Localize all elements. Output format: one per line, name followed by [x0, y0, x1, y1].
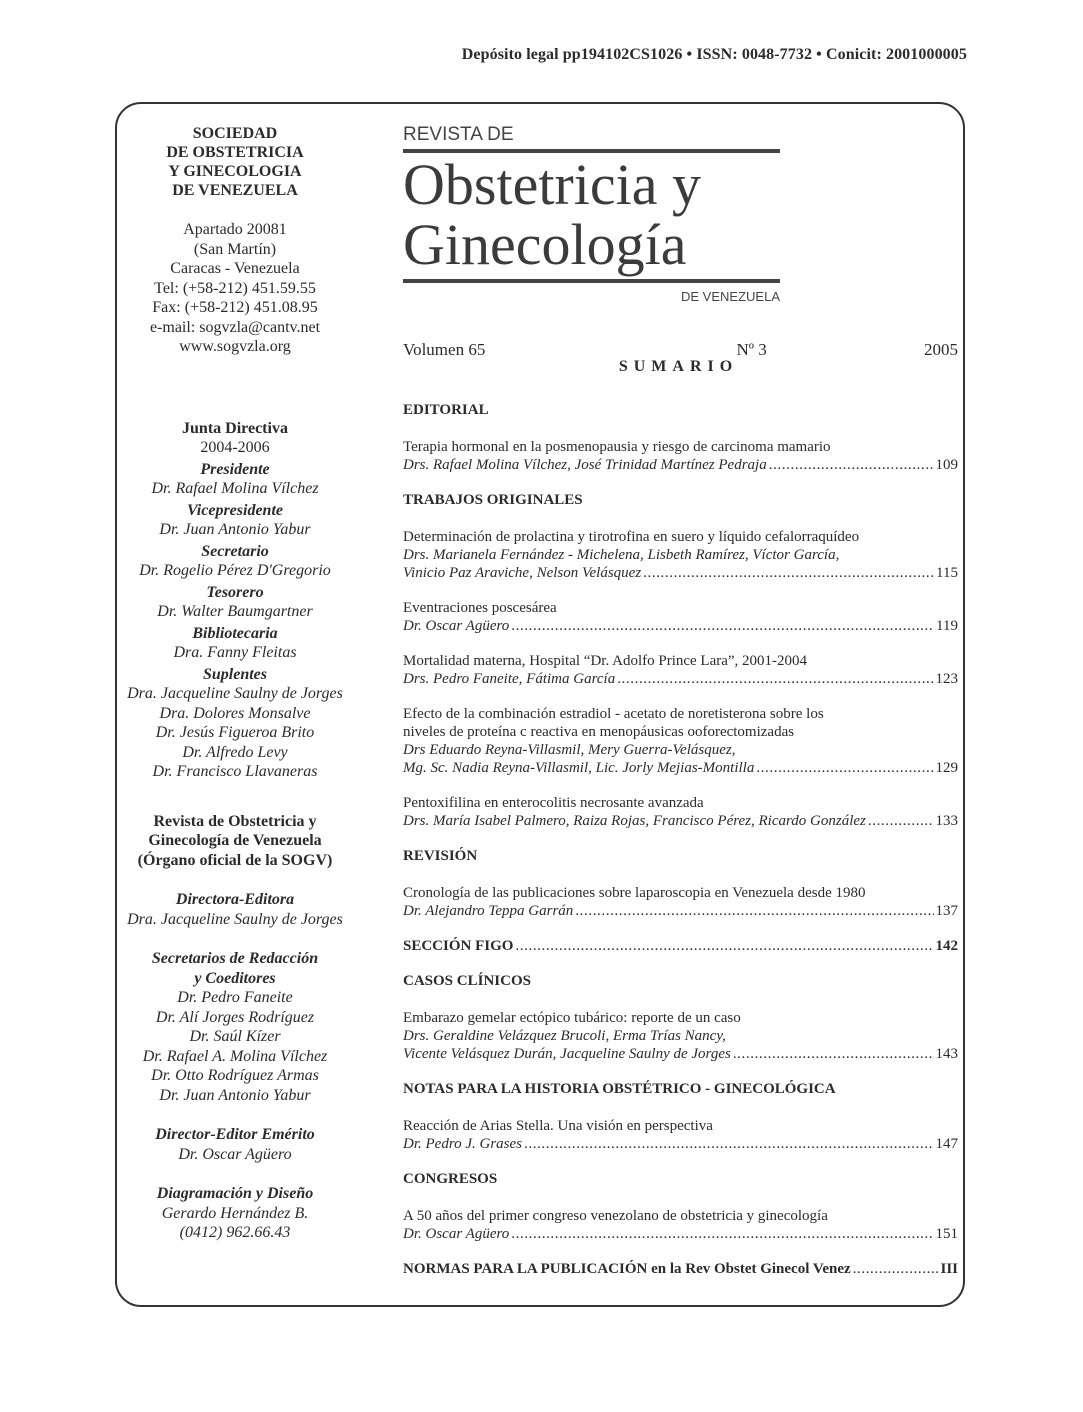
dot-leader	[756, 759, 933, 777]
role-name: (0412) 962.66.43	[179, 1224, 291, 1241]
dot-leader	[733, 1045, 934, 1063]
journal-org-line: Ginecología de Venezuela	[148, 832, 322, 849]
toc-page-number: 147	[935, 1136, 958, 1152]
role-label: Bibliotecaria	[192, 624, 278, 642]
toc-entry-authors: Drs. María Isabel Palmero, Raiza Rojas, Francisco Pérez, Ricardo González	[403, 813, 866, 829]
role-label: Suplentes	[202, 665, 267, 683]
role-name: Dr. Alí Jorges Rodríguez	[155, 1008, 315, 1026]
society-name-line: Y GINECOLOGIA	[168, 163, 302, 180]
masthead-prefix: REVISTA DE	[403, 124, 514, 145]
role-label: Directora-Editora	[175, 891, 295, 908]
toc-section-heading: EDITORIAL	[403, 402, 489, 418]
role-name: Dra. Jacqueline Saulny de Jorges	[127, 910, 343, 928]
toc-entry-author-line	[403, 617, 958, 635]
board-section	[120, 419, 350, 782]
toc-entry-author-line	[403, 564, 958, 582]
fax-line: Fax: (+58-212) 451.08.95	[152, 299, 318, 316]
address-line: (San Martín)	[193, 240, 277, 258]
toc-section-title: NORMAS PARA LA PUBLICACIÓN en la Rev Obstet Ginecol Venez	[403, 1261, 851, 1277]
toc-entry	[403, 1207, 958, 1243]
toc-page-number: 151	[935, 1226, 958, 1242]
role-label: Secretario	[201, 542, 269, 560]
masthead-rule-bottom	[403, 279, 780, 283]
toc-entry-author-line	[403, 812, 958, 830]
dot-leader	[524, 1135, 933, 1153]
role-label: Diagramación y Diseño	[156, 1185, 314, 1202]
right-column	[403, 124, 958, 1295]
toc-entry-author-line	[403, 1225, 958, 1243]
toc-entry-authors: Dr. Oscar Agüero	[403, 618, 510, 634]
journal-org-line: (Órgano oficial de la SOGV)	[137, 851, 333, 869]
toc-entry-authors: Vicente Velásquez Durán, Jacqueline Saulny de Jorges	[403, 1046, 731, 1062]
role-name: Dra. Fanny Fleitas	[173, 644, 297, 661]
sumario-heading: SUMARIO	[618, 358, 739, 375]
dot-leader	[853, 1260, 939, 1278]
toc-entry-authors: Drs Eduardo Reyna-Villasmil, Mery Guerra-Velásquez,	[403, 742, 736, 758]
address-line: Apartado 20081	[183, 221, 287, 238]
toc-page-number: 119	[936, 618, 958, 634]
address-line: Caracas - Venezuela	[170, 260, 300, 277]
toc-entry-title: A 50 años del primer congreso venezolano de obstetricia y ginecología	[403, 1208, 828, 1224]
role-label: Director-Editor Emérito	[155, 1126, 315, 1143]
board-title: Junta Directiva	[182, 419, 288, 437]
toc-entry-authors: Dr. Alejandro Teppa Garrán	[403, 903, 574, 919]
masthead	[403, 124, 958, 304]
society-name-line: DE VENEZUELA	[172, 182, 298, 199]
board-years: 2004-2006	[200, 439, 270, 456]
toc-page-number: 143	[935, 1046, 958, 1062]
role-name: Dr. Francisco Llavaneras	[152, 763, 318, 780]
role-name: Dr. Juan Antonio Yabur	[159, 1086, 311, 1104]
toc-entry-author-line	[403, 1135, 958, 1153]
role-name: Dr. Rafael A. Molina Vílchez	[142, 1047, 328, 1065]
role-label: Presidente	[200, 460, 270, 478]
society-name-line: SOCIEDAD	[192, 125, 278, 142]
role-name: Dra. Dolores Monsalve	[159, 704, 311, 722]
toc-entry-title: Determinación de prolactina y tirotrofina en suero y líquido cefalorraquídeo	[403, 529, 860, 545]
dot-leader	[617, 670, 933, 688]
toc-entry-title: Mortalidad materna, Hospital “Dr. Adolfo Prince Lara”, 2001-2004	[403, 653, 808, 669]
toc-page-number: III	[940, 1261, 958, 1277]
role-name: Dr. Alfredo Levy	[182, 743, 288, 761]
toc-entry-author-line	[403, 759, 958, 777]
toc-entry-authors: Drs. Marianela Fernández - Michelena, Lisbeth Ramírez, Víctor García,	[403, 547, 840, 563]
toc-section-heading: REVISIÓN	[403, 848, 478, 864]
volume: Volumen 65	[403, 340, 486, 359]
toc-entry-title: Embarazo gemelar ectópico tubárico: reporte de un caso	[403, 1010, 741, 1026]
journal-org-line: Revista de Obstetricia y	[153, 812, 317, 830]
toc-entry	[403, 528, 958, 582]
toc-entry	[403, 1117, 958, 1153]
dot-leader	[511, 1225, 933, 1243]
toc-entry	[403, 438, 958, 474]
toc-page-number: 115	[936, 565, 958, 581]
toc-page-number: 142	[935, 938, 958, 954]
dot-leader	[515, 937, 933, 955]
role-name: Dr. Saúl Kízer	[189, 1028, 281, 1045]
toc-entry	[403, 652, 958, 688]
society-name-line: DE OBSTETRICIA	[166, 144, 304, 161]
toc-entry-authors: Vinicio Paz Araviche, Nelson Velásquez	[403, 565, 642, 581]
toc-entry-authors: Dr. Oscar Agüero	[403, 1226, 510, 1242]
role-label: Tesorero	[206, 583, 264, 601]
toc-entry-author-line	[403, 1045, 958, 1063]
role-name: Dr. Rafael Molina Vílchez	[151, 480, 319, 497]
toc-entry-authors: Mg. Sc. Nadia Reyna-Villasmil, Lic. Jorly Mejias-Montilla	[403, 760, 755, 776]
role-name: Dra. Jacqueline Saulny de Jorges	[127, 685, 343, 702]
toc-entry-authors: Drs. Pedro Faneite, Fátima García	[403, 671, 616, 687]
dot-leader	[868, 812, 934, 830]
role-name: Dr. Pedro Faneite	[177, 989, 293, 1006]
dot-leader	[769, 456, 934, 474]
toc-entry	[403, 1009, 958, 1063]
toc-section-heading: CASOS CLÍNICOS	[403, 973, 531, 989]
left-column	[120, 124, 350, 1243]
masthead-title-line1: Obstetricia y	[403, 152, 701, 217]
toc-entry	[403, 705, 958, 777]
masthead-title-line2: Ginecología	[403, 212, 687, 277]
issue-year: 2005	[923, 340, 958, 359]
role-name: Dr. Otto Rodríguez Armas	[151, 1067, 319, 1084]
toc-entry-author-line	[403, 456, 958, 474]
toc-entry-author-line	[403, 670, 958, 688]
toc-page-number: 137	[935, 903, 958, 919]
toc-entry	[403, 884, 958, 920]
dot-leader	[511, 617, 934, 635]
journal-org-section	[120, 812, 350, 1243]
toc-entry-title: Reacción de Arias Stella. Una visión en perspectiva	[403, 1118, 713, 1134]
issue-number: Nº 3	[736, 340, 767, 359]
website-line: www.sogvzla.org	[179, 338, 291, 355]
society-address	[120, 220, 350, 357]
toc-entry	[403, 599, 958, 635]
role-name: Dr. Juan Antonio Yabur	[159, 521, 311, 538]
toc-entry-authors: Drs. Rafael Molina Vílchez, José Trinidad Martínez Pedraja	[403, 457, 767, 473]
toc-entry-title: Eventraciones poscesárea	[403, 600, 557, 616]
toc-section-heading: CONGRESOS	[403, 1171, 498, 1187]
role-name: Dr. Jesús Figueroa Brito	[155, 724, 315, 741]
email-line: e-mail: sogvzla@cantv.net	[149, 318, 321, 336]
role-label: Secretarios de Redacción y Coeditores	[151, 950, 319, 987]
role-name: Dr. Walter Baumgartner	[157, 603, 313, 620]
toc-entry-title: Pentoxifilina en enterocolitis necrosante avanzada	[403, 795, 704, 811]
toc-entry-authors: Dr. Pedro J. Grases	[403, 1136, 523, 1152]
toc-page-number: 123	[935, 671, 958, 687]
society-name	[120, 124, 350, 200]
toc-page-number: 109	[935, 457, 958, 473]
toc-section-heading: TRABAJOS ORIGINALES	[403, 492, 583, 508]
table-of-contents	[403, 401, 958, 1278]
role-name: Dr. Oscar Agüero	[178, 1145, 292, 1163]
toc-page-number: 133	[935, 813, 958, 829]
toc-page-number: 129	[935, 760, 958, 776]
toc-section-line	[403, 937, 958, 955]
role-name: Gerardo Hernández B.	[161, 1204, 309, 1222]
issue-info	[403, 340, 958, 360]
toc-entry-author-line	[403, 902, 958, 920]
role-label: Vicepresidente	[187, 501, 283, 519]
legal-deposit-note: Depósito legal pp194102CS1026 • ISSN: 0048-7732 • Conicit: 2001000005	[461, 46, 967, 63]
toc-section-heading: NOTAS PARA LA HISTORIA OBSTÉTRICO - GINECOLÓGICA	[403, 1081, 836, 1097]
toc-entry-authors: Drs. Geraldine Velázquez Brucoli, Erma Trías Nancy,	[403, 1028, 726, 1044]
masthead-suffix: DE VENEZUELA	[681, 289, 780, 304]
toc-section-title: SECCIÓN FIGO	[403, 938, 514, 954]
toc-entry-title: niveles de proteína c reactiva en menopáusicas ooforectomizadas	[403, 724, 795, 740]
toc-entry-title: Terapia hormonal en la posmenopausia y riesgo de carcinoma mamario	[403, 439, 831, 455]
dot-leader	[575, 902, 933, 920]
toc-entry-title: Cronología de las publicaciones sobre laparoscopia en Venezuela desde 1980	[403, 885, 866, 901]
toc-entry	[403, 794, 958, 830]
toc-section-line	[403, 1260, 958, 1278]
toc-entry-title: Efecto de la combinación estradiol - acetato de noretisterona sobre los	[403, 706, 824, 722]
phone-line: Tel: (+58-212) 451.59.55	[154, 279, 316, 297]
dot-leader	[643, 564, 934, 582]
role-name: Dr. Rogelio Pérez D'Gregorio	[139, 562, 331, 579]
